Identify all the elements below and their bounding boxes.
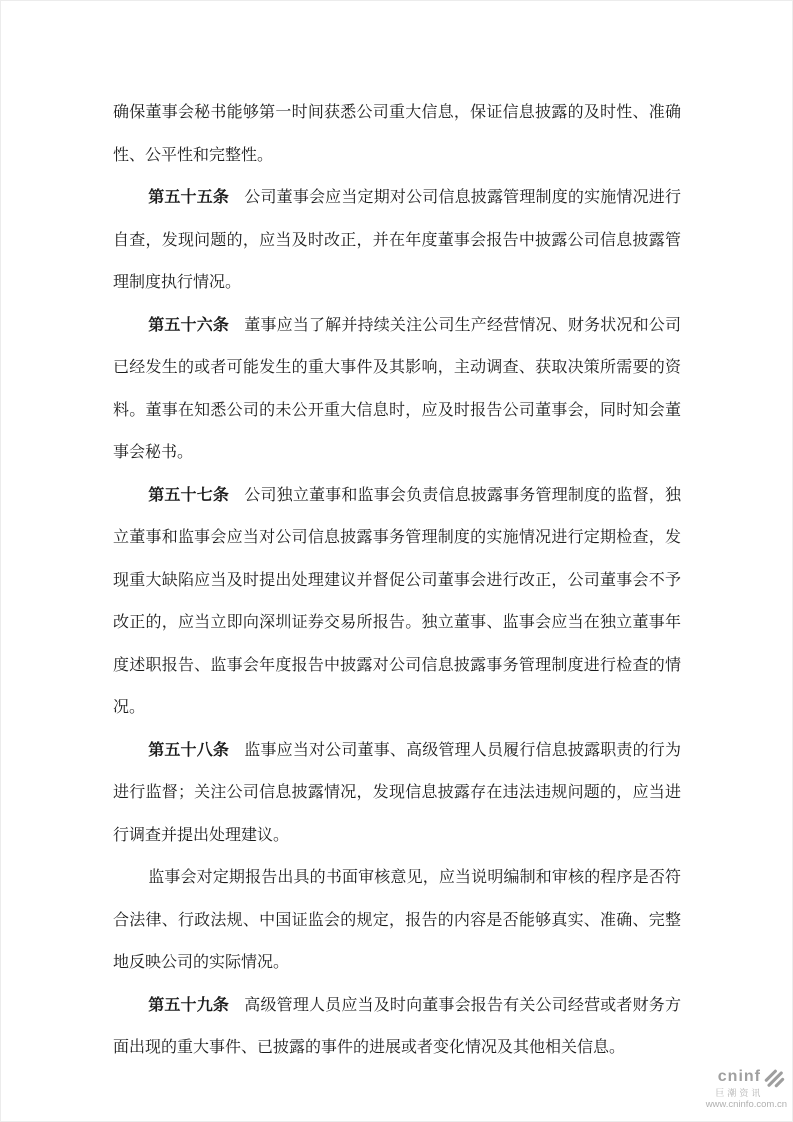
article-number: 第五十七条: [148, 486, 230, 504]
cninfo-swirl-icon: [763, 1068, 785, 1088]
document-body: [113, 92, 681, 1070]
article-number: 第五十九条: [148, 996, 230, 1014]
article-number: 第五十八条: [148, 741, 230, 759]
paragraph-continuation: [113, 92, 681, 177]
paragraph-article-58: [113, 730, 681, 858]
article-number: 第五十六条: [148, 316, 230, 334]
paragraph-article-56: [113, 305, 681, 475]
paragraph-text: 公司董事会应当定期对公司信息披露管理制度的实施情况进行自查，发现问题的，应当及时改正，并在年度董事会报告中披露公司信息披露管理制度执行情况。: [113, 189, 681, 291]
paragraph-text: 确保董事会秘书能够第一时间获悉公司重大信息，保证信息披露的及时性、准确性、公平性和完整性。: [113, 104, 681, 164]
cninfo-watermark: [706, 1068, 787, 1110]
paragraph-text: 公司独立董事和监事会负责信息披露事务管理制度的监督，独立董事和监事会应当对公司信息披露事务管理制度的实施情况进行定期检查，发现重大缺陷应当及时提出处理建议并督促公司董事会进行改正，公司董事会不予改正的，应当立即向深圳证券交易所报告。独立董事、监事会应当在独立董事年度述职报告、监事会年度报告中披露对公司信息披露事务管理制度进行检查的情况。: [113, 486, 681, 716]
paragraph-text: 董事应当了解并持续关注公司生产经营情况、财务状况和公司已经发生的或者可能发生的重大事件及其影响，主动调查、获取决策所需要的资料。董事在知悉公司的未公开重大信息时，应及时报告公司董事会，同时知会董事会秘书。: [113, 316, 681, 461]
paragraph-text: 高级管理人员应当及时向董事会报告有关公司经营或者财务方面出现的重大事件、已披露的事件的进展或者变化情况及其他相关信息。: [113, 996, 681, 1056]
cninfo-caption: 巨潮资讯: [715, 1087, 764, 1098]
paragraph-article-55: [113, 177, 681, 305]
paragraph-article-57: [113, 475, 681, 730]
paragraph-text: 监事应当对公司董事、高级管理人员履行信息披露职责的行为进行监督；关注公司信息披露情况，发现信息披露存在违法违规问题的，应当进行调查并提出处理建议。: [113, 741, 681, 844]
cninfo-url: www.cninfo.com.cn: [705, 1099, 787, 1111]
paragraph-article-59: [113, 985, 681, 1070]
article-number: 第五十五条: [148, 189, 230, 206]
paragraph-supervisory-opinion: [113, 857, 681, 985]
paragraph-text: 监事会对定期报告出具的书面审核意见，应当说明编制和审核的程序是否符合法律、行政法规、中国证监会的规定，报告的内容是否能够真实、准确、完整地反映公司的实际情况。: [113, 869, 681, 971]
cninfo-logo-text: cninf: [717, 1068, 761, 1086]
